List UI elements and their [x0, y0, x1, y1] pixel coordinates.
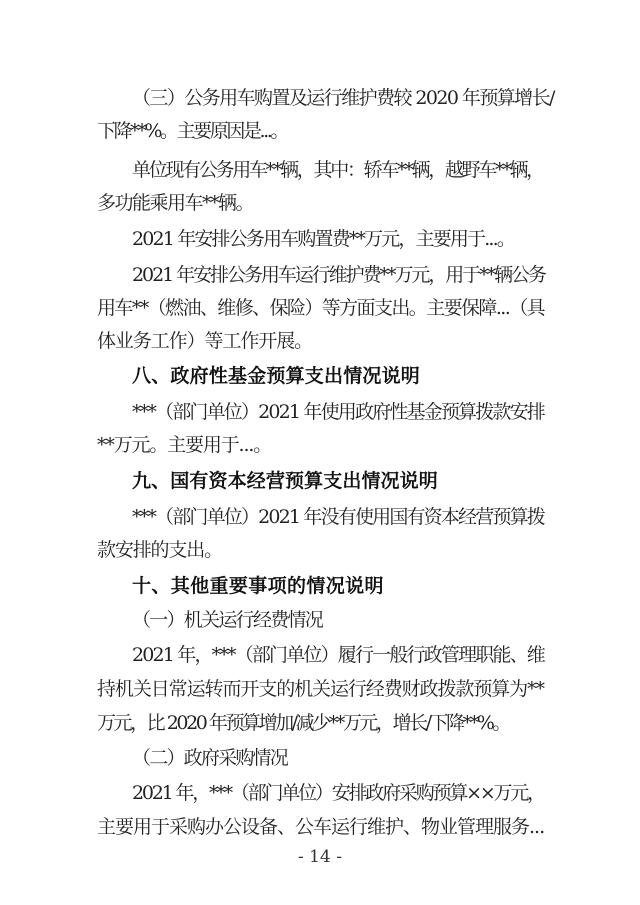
text-line: [0, 677, 640, 701]
line-text: ***（部门单位）2021 年没有使用国有资本经营预算拨: [132, 506, 544, 528]
text-line: [0, 296, 640, 320]
heading-text: 九、国有资本经营预算支出情况说明: [132, 470, 438, 492]
text-line: [0, 538, 640, 562]
line-text: 体业务工作）等工作开展。: [97, 330, 313, 352]
line-text: 2021 年安排公务用车购置费**万元，主要用于...。: [132, 228, 514, 250]
text-line: [0, 433, 640, 457]
line-text: 2021 年，***（部门单位）履行一般行政管理职能、维: [132, 644, 544, 666]
text-line: [0, 119, 640, 143]
line-text: 款安排的支出。: [97, 539, 222, 561]
text-line: [0, 158, 640, 182]
section-heading: [0, 469, 640, 493]
text-line: [0, 191, 640, 215]
line-text: 万元，比 2020 年预算增加/减少**万元，增长/下降**%。: [97, 712, 509, 734]
text-line: [0, 329, 640, 353]
line-text: 2021 年，***（部门单位）安排政府采购预算××万元，: [132, 782, 544, 804]
text-line: [0, 505, 640, 529]
line-text: （二）政府采购情况: [132, 747, 287, 769]
line-text: 2021 年安排公务用车运行维护费**万元，用于**辆公务: [132, 264, 545, 286]
text-line: [0, 711, 640, 735]
section-heading: [0, 364, 640, 388]
text-line: [0, 227, 640, 251]
heading-text: 十、其他重要事项的情况说明: [132, 575, 384, 597]
line-text: 用车**（燃油、维修、保险）等方面支出。主要保障...（具: [97, 297, 545, 319]
line-text: ***（部门单位）2021 年使用政府性基金预算拨款安排: [132, 401, 544, 423]
line-text: 主要用于采购办公设备、公车运行维护、物业管理服务...: [97, 816, 545, 838]
text-line: [0, 643, 640, 667]
text-line: [0, 815, 640, 839]
line-text: **万元。主要用于...。: [97, 434, 272, 456]
text-line: [0, 608, 640, 632]
line-text: 持机关日常运转而开支的机关运行经费财政拨款预算为**: [97, 678, 544, 700]
text-line: [0, 263, 640, 287]
section-heading: [0, 574, 640, 598]
line-text: 下降**%。主要原因是...。: [97, 120, 288, 142]
page-number: - 14 -: [298, 847, 342, 867]
heading-text: 八、政府性基金预算支出情况说明: [132, 365, 421, 387]
text-line: [0, 746, 640, 770]
line-text: 单位现有公务用车**辆，其中：轿车**辆，越野车**辆，: [132, 159, 543, 181]
line-text: （三）公务用车购置及运行维护费较 2020 年预算增长/: [132, 87, 554, 109]
line-text: （一）机关运行经费情况: [132, 609, 322, 631]
text-line: [0, 400, 640, 424]
text-line: [0, 86, 640, 110]
text-line: [0, 781, 640, 805]
line-text: 多功能乘用车**辆。: [97, 192, 254, 214]
